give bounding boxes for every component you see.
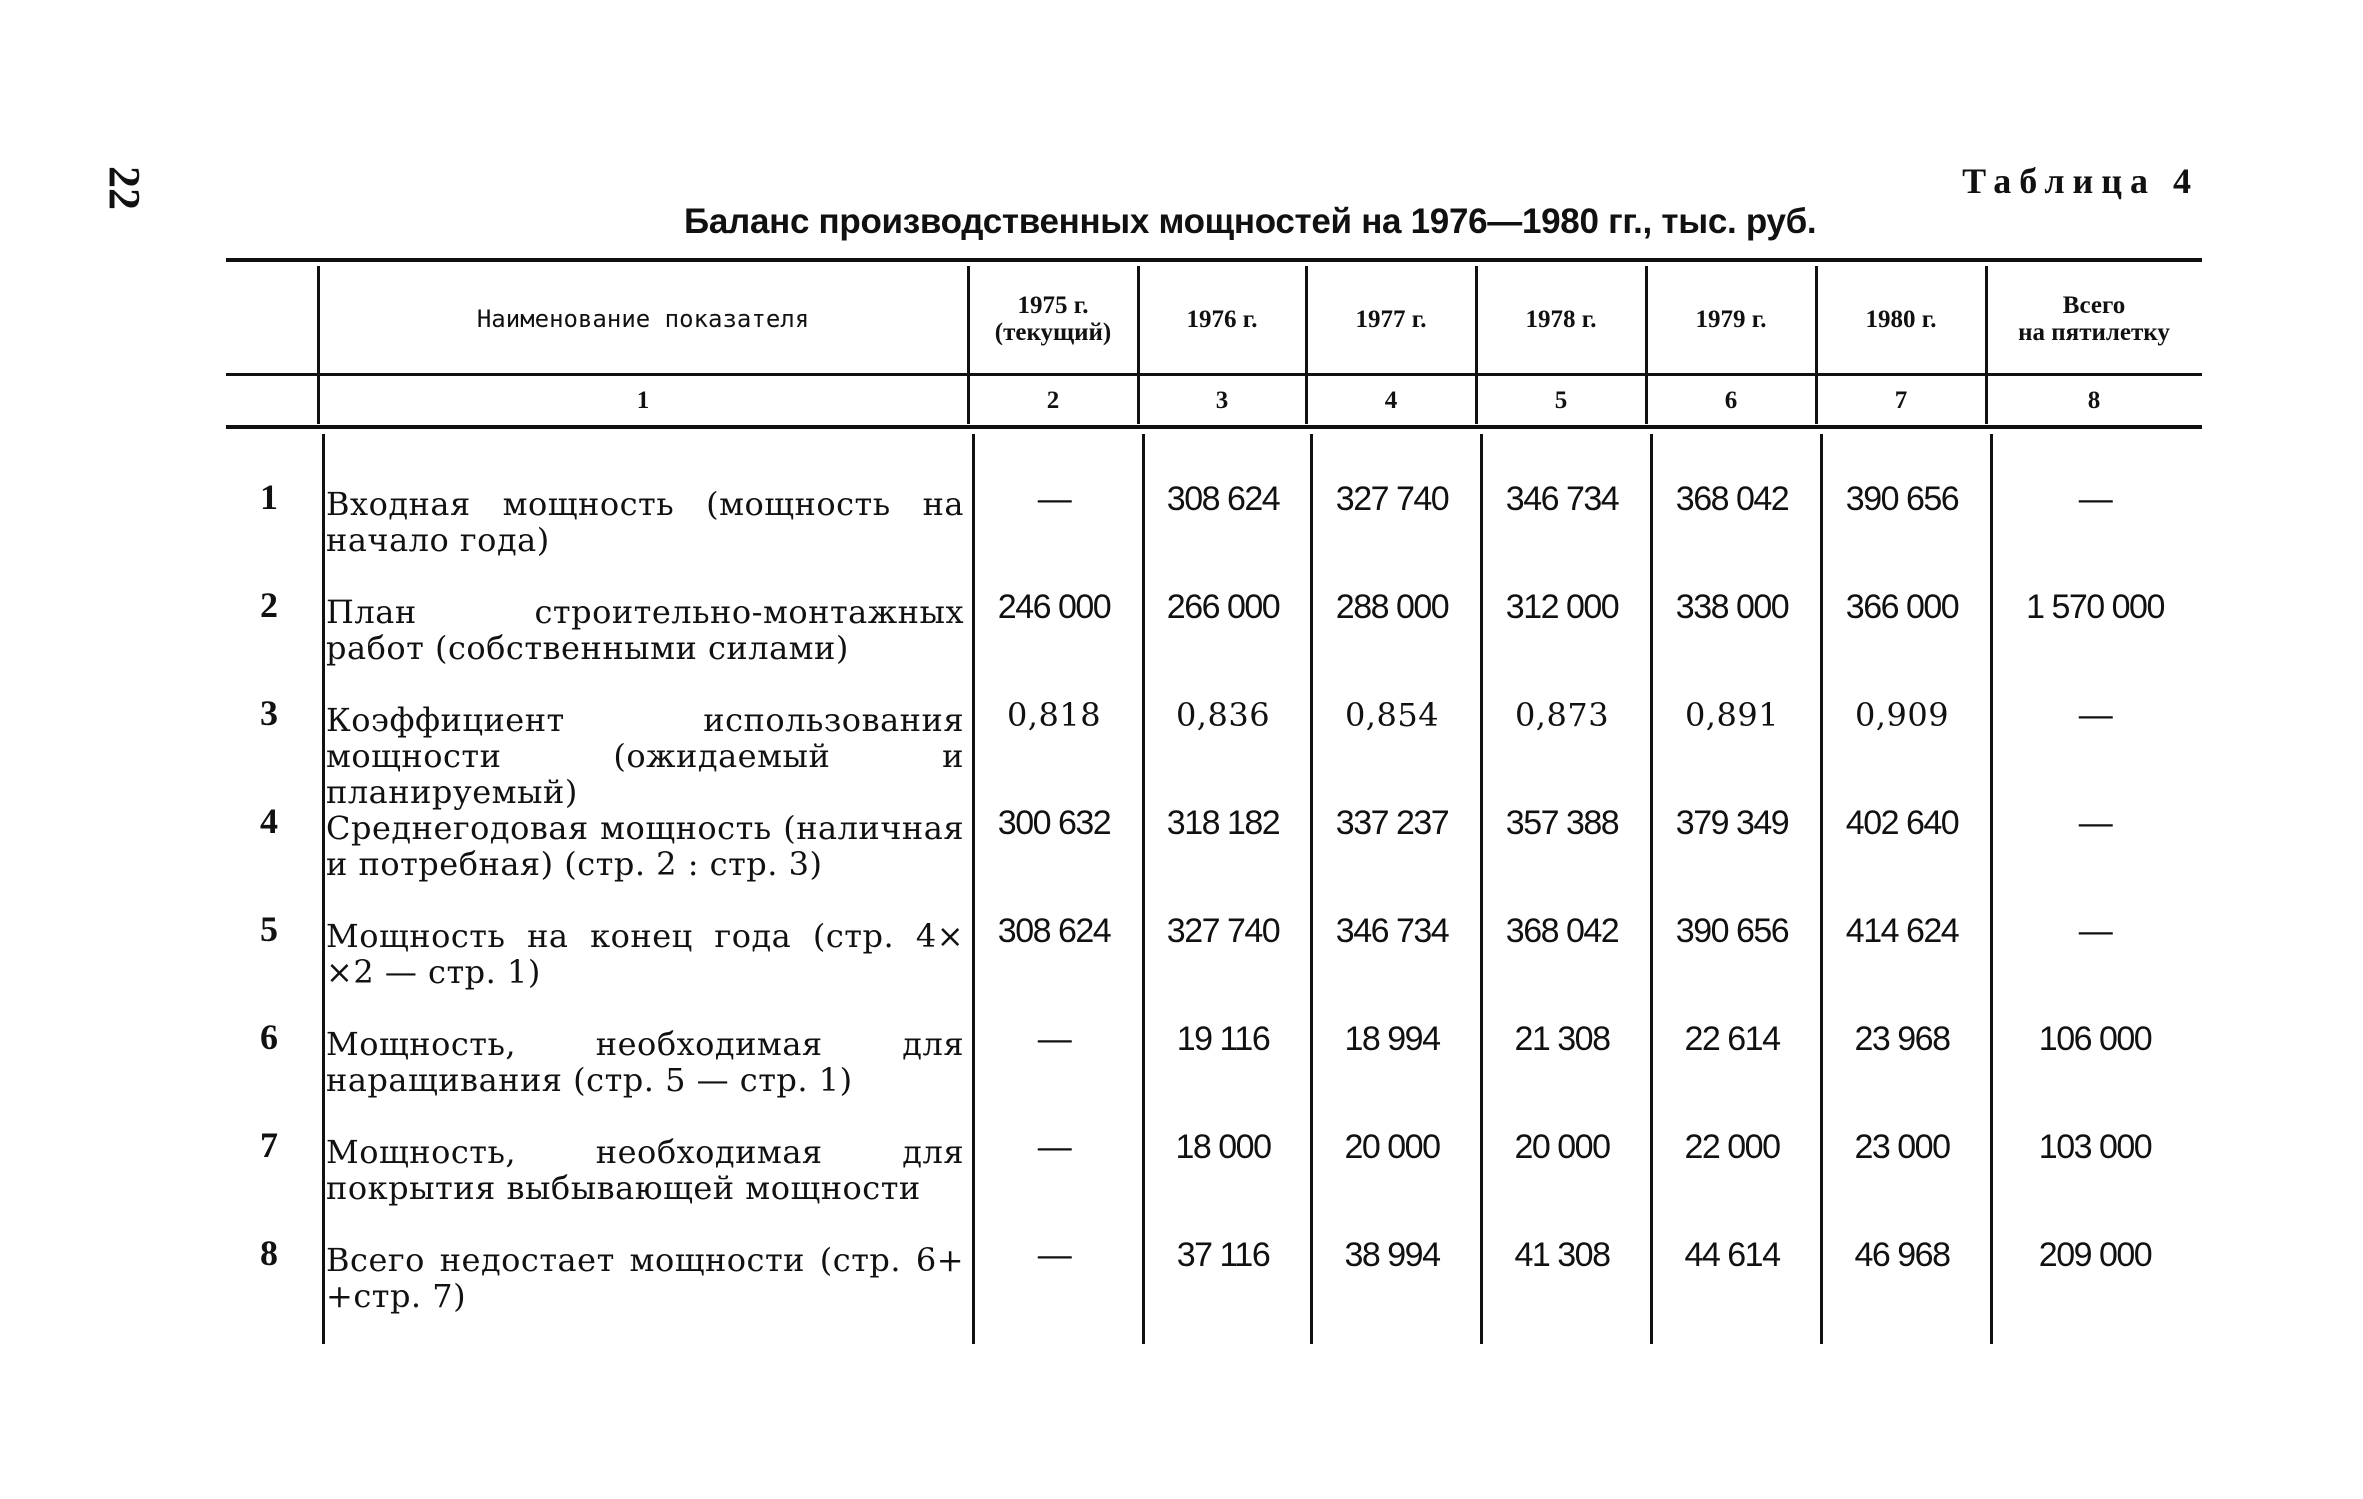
table-cell: — [1037, 1020, 1071, 1058]
row-name: Среднегодовая мощность (наличная и потребная) (стр. 2 : стр. 3) [326, 809, 964, 883]
table-cell: 379 349 [1675, 804, 1789, 842]
row-number: 4 [260, 801, 278, 841]
table-cell: 327 740 [1335, 480, 1449, 518]
column-header [1480, 266, 1642, 372]
table-cell: 46 968 [1854, 1236, 1950, 1274]
table-cell: 21 308 [1514, 1020, 1610, 1058]
table-cell: 0,854 [1344, 696, 1440, 734]
column-header-line: 1976 г. [1186, 305, 1258, 333]
column-header [1820, 266, 1982, 372]
table-cell: 368 042 [1675, 480, 1789, 518]
row-name: Входная мощность (мощность на начало года) [326, 485, 964, 559]
table-cell: 103 000 [2038, 1128, 2152, 1166]
column-number: 4 [1384, 387, 1398, 414]
row-name: Мощность, необходимая для наращивания (стр. 5 — стр. 1) [326, 1025, 964, 1099]
column-divider-header [1645, 266, 1648, 424]
table-cell: 19 116 [1176, 1020, 1270, 1058]
column-divider-body [1310, 434, 1313, 1344]
column-header-line: на пятилетку [2018, 319, 2170, 346]
top-rule [226, 258, 2202, 262]
table-cell: 366 000 [1845, 588, 1959, 626]
column-divider-body [1820, 434, 1823, 1344]
column-divider-header [1137, 266, 1140, 424]
column-number: 7 [1894, 387, 1908, 414]
column-header [1310, 266, 1472, 372]
table-cell: 308 624 [997, 912, 1111, 950]
column-divider-body [972, 434, 975, 1344]
row-number: 1 [260, 477, 278, 517]
column-divider-header [1815, 266, 1818, 424]
column-divider-header [967, 266, 970, 424]
column-number: 5 [1554, 387, 1568, 414]
row-number: 2 [260, 585, 278, 625]
column-number: 2 [1046, 387, 1060, 414]
column-header-line: (текущий) [994, 319, 1112, 346]
table-title: Баланс производственных мощностей на 1976—1980 гг., тыс. руб. [684, 202, 1817, 241]
table-cell: 22 614 [1684, 1020, 1780, 1058]
table-cell: 0,891 [1684, 696, 1780, 734]
column-header-line: 1980 г. [1865, 305, 1937, 333]
table-cell: 37 116 [1176, 1236, 1270, 1274]
table-cell: 312 000 [1505, 588, 1619, 626]
column-divider-body [1480, 434, 1483, 1344]
table-cell: 20 000 [1344, 1128, 1440, 1166]
table-cell: 106 000 [2038, 1020, 2152, 1058]
column-divider-body [1650, 434, 1653, 1344]
table-cell: — [1037, 1128, 1071, 1166]
table-cell: 390 656 [1845, 480, 1959, 518]
row-number: 5 [260, 909, 278, 949]
row-number: 3 [260, 693, 278, 733]
row-number: 7 [260, 1125, 278, 1165]
column-divider-body [1990, 434, 1993, 1344]
row-name: План строительно-монтажных работ (собственными силами) [326, 593, 964, 667]
column-header-line: Наименование показателя [476, 304, 810, 333]
table-cell: 0,909 [1854, 696, 1950, 734]
table-cell: 0,873 [1514, 696, 1610, 734]
column-header [1990, 266, 2198, 372]
column-divider-body [1142, 434, 1145, 1344]
table-cell: — [2078, 804, 2112, 842]
table-cell: 357 388 [1505, 804, 1619, 842]
table-cell: — [1037, 480, 1071, 518]
table-cell: 44 614 [1684, 1236, 1780, 1274]
table-cell: — [1037, 1236, 1071, 1274]
column-divider-body [322, 434, 325, 1344]
column-divider-header [1985, 266, 1988, 424]
table-cell: 209 000 [2038, 1236, 2152, 1274]
column-number: 8 [2087, 387, 2101, 414]
table-cell: 338 000 [1675, 588, 1789, 626]
table-cell: 38 994 [1344, 1236, 1440, 1274]
table-cell: 390 656 [1675, 912, 1789, 950]
column-number: 6 [1724, 387, 1738, 414]
column-divider-header [317, 266, 320, 424]
table-cell: 346 734 [1505, 480, 1619, 518]
page-number: 22 [100, 166, 149, 210]
table-cell: 246 000 [997, 588, 1111, 626]
column-header-line: 1977 г. [1355, 305, 1427, 333]
column-header-line: 1978 г. [1525, 305, 1597, 333]
table-cell: 318 182 [1166, 804, 1280, 842]
table-cell: 327 740 [1166, 912, 1280, 950]
row-name: Всего недостает мощности (стр. 6+ +стр. 7) [326, 1241, 964, 1315]
table-cell: 288 000 [1335, 588, 1449, 626]
column-number: 1 [636, 387, 650, 414]
column-header [972, 266, 1134, 372]
column-number: 3 [1215, 387, 1229, 414]
table-cell: 23 968 [1854, 1020, 1950, 1058]
column-header [322, 266, 964, 372]
table-cell: 22 000 [1684, 1128, 1780, 1166]
table-cell: 346 734 [1335, 912, 1449, 950]
row-number: 8 [260, 1233, 278, 1273]
row-name: Мощность, необходимая для покрытия выбывающей мощности [326, 1133, 964, 1207]
column-header-line: Всего [2062, 292, 2126, 319]
row-number: 6 [260, 1017, 278, 1057]
table-cell: — [2078, 912, 2112, 950]
row-name: Коэффициент использования мощности (ожидаемый и планируемый) [326, 701, 964, 811]
column-header-line: 1979 г. [1695, 305, 1767, 333]
table-cell: 41 308 [1514, 1236, 1610, 1274]
table-label: Таблица 4 [1962, 161, 2199, 201]
table-cell: 266 000 [1166, 588, 1280, 626]
column-divider-header [1475, 266, 1478, 424]
table-cell: 20 000 [1514, 1128, 1610, 1166]
table-cell: 402 640 [1845, 804, 1959, 842]
table-cell: 18 994 [1344, 1020, 1440, 1058]
table-cell: 414 624 [1845, 912, 1959, 950]
table-cell: 300 632 [997, 804, 1111, 842]
header-rule [226, 373, 2202, 376]
table-cell: 337 237 [1335, 804, 1449, 842]
table-cell: 0,818 [1006, 696, 1102, 734]
column-divider-header [1305, 266, 1308, 424]
table-cell: — [2078, 696, 2112, 734]
table-cell: — [2078, 480, 2112, 518]
table-cell: 23 000 [1854, 1128, 1950, 1166]
table-cell: 308 624 [1166, 480, 1280, 518]
column-header [1142, 266, 1302, 372]
table-cell: 18 000 [1175, 1128, 1271, 1166]
column-number-rule [226, 425, 2202, 429]
table-cell: 0,836 [1175, 696, 1271, 734]
column-header-line: 1975 г. [1017, 292, 1089, 319]
column-header [1650, 266, 1812, 372]
table-cell: 1 570 000 [2026, 588, 2164, 626]
table-cell: 368 042 [1505, 912, 1619, 950]
row-name: Мощность на конец года (стр. 4× ×2 — стр. 1) [326, 917, 964, 991]
